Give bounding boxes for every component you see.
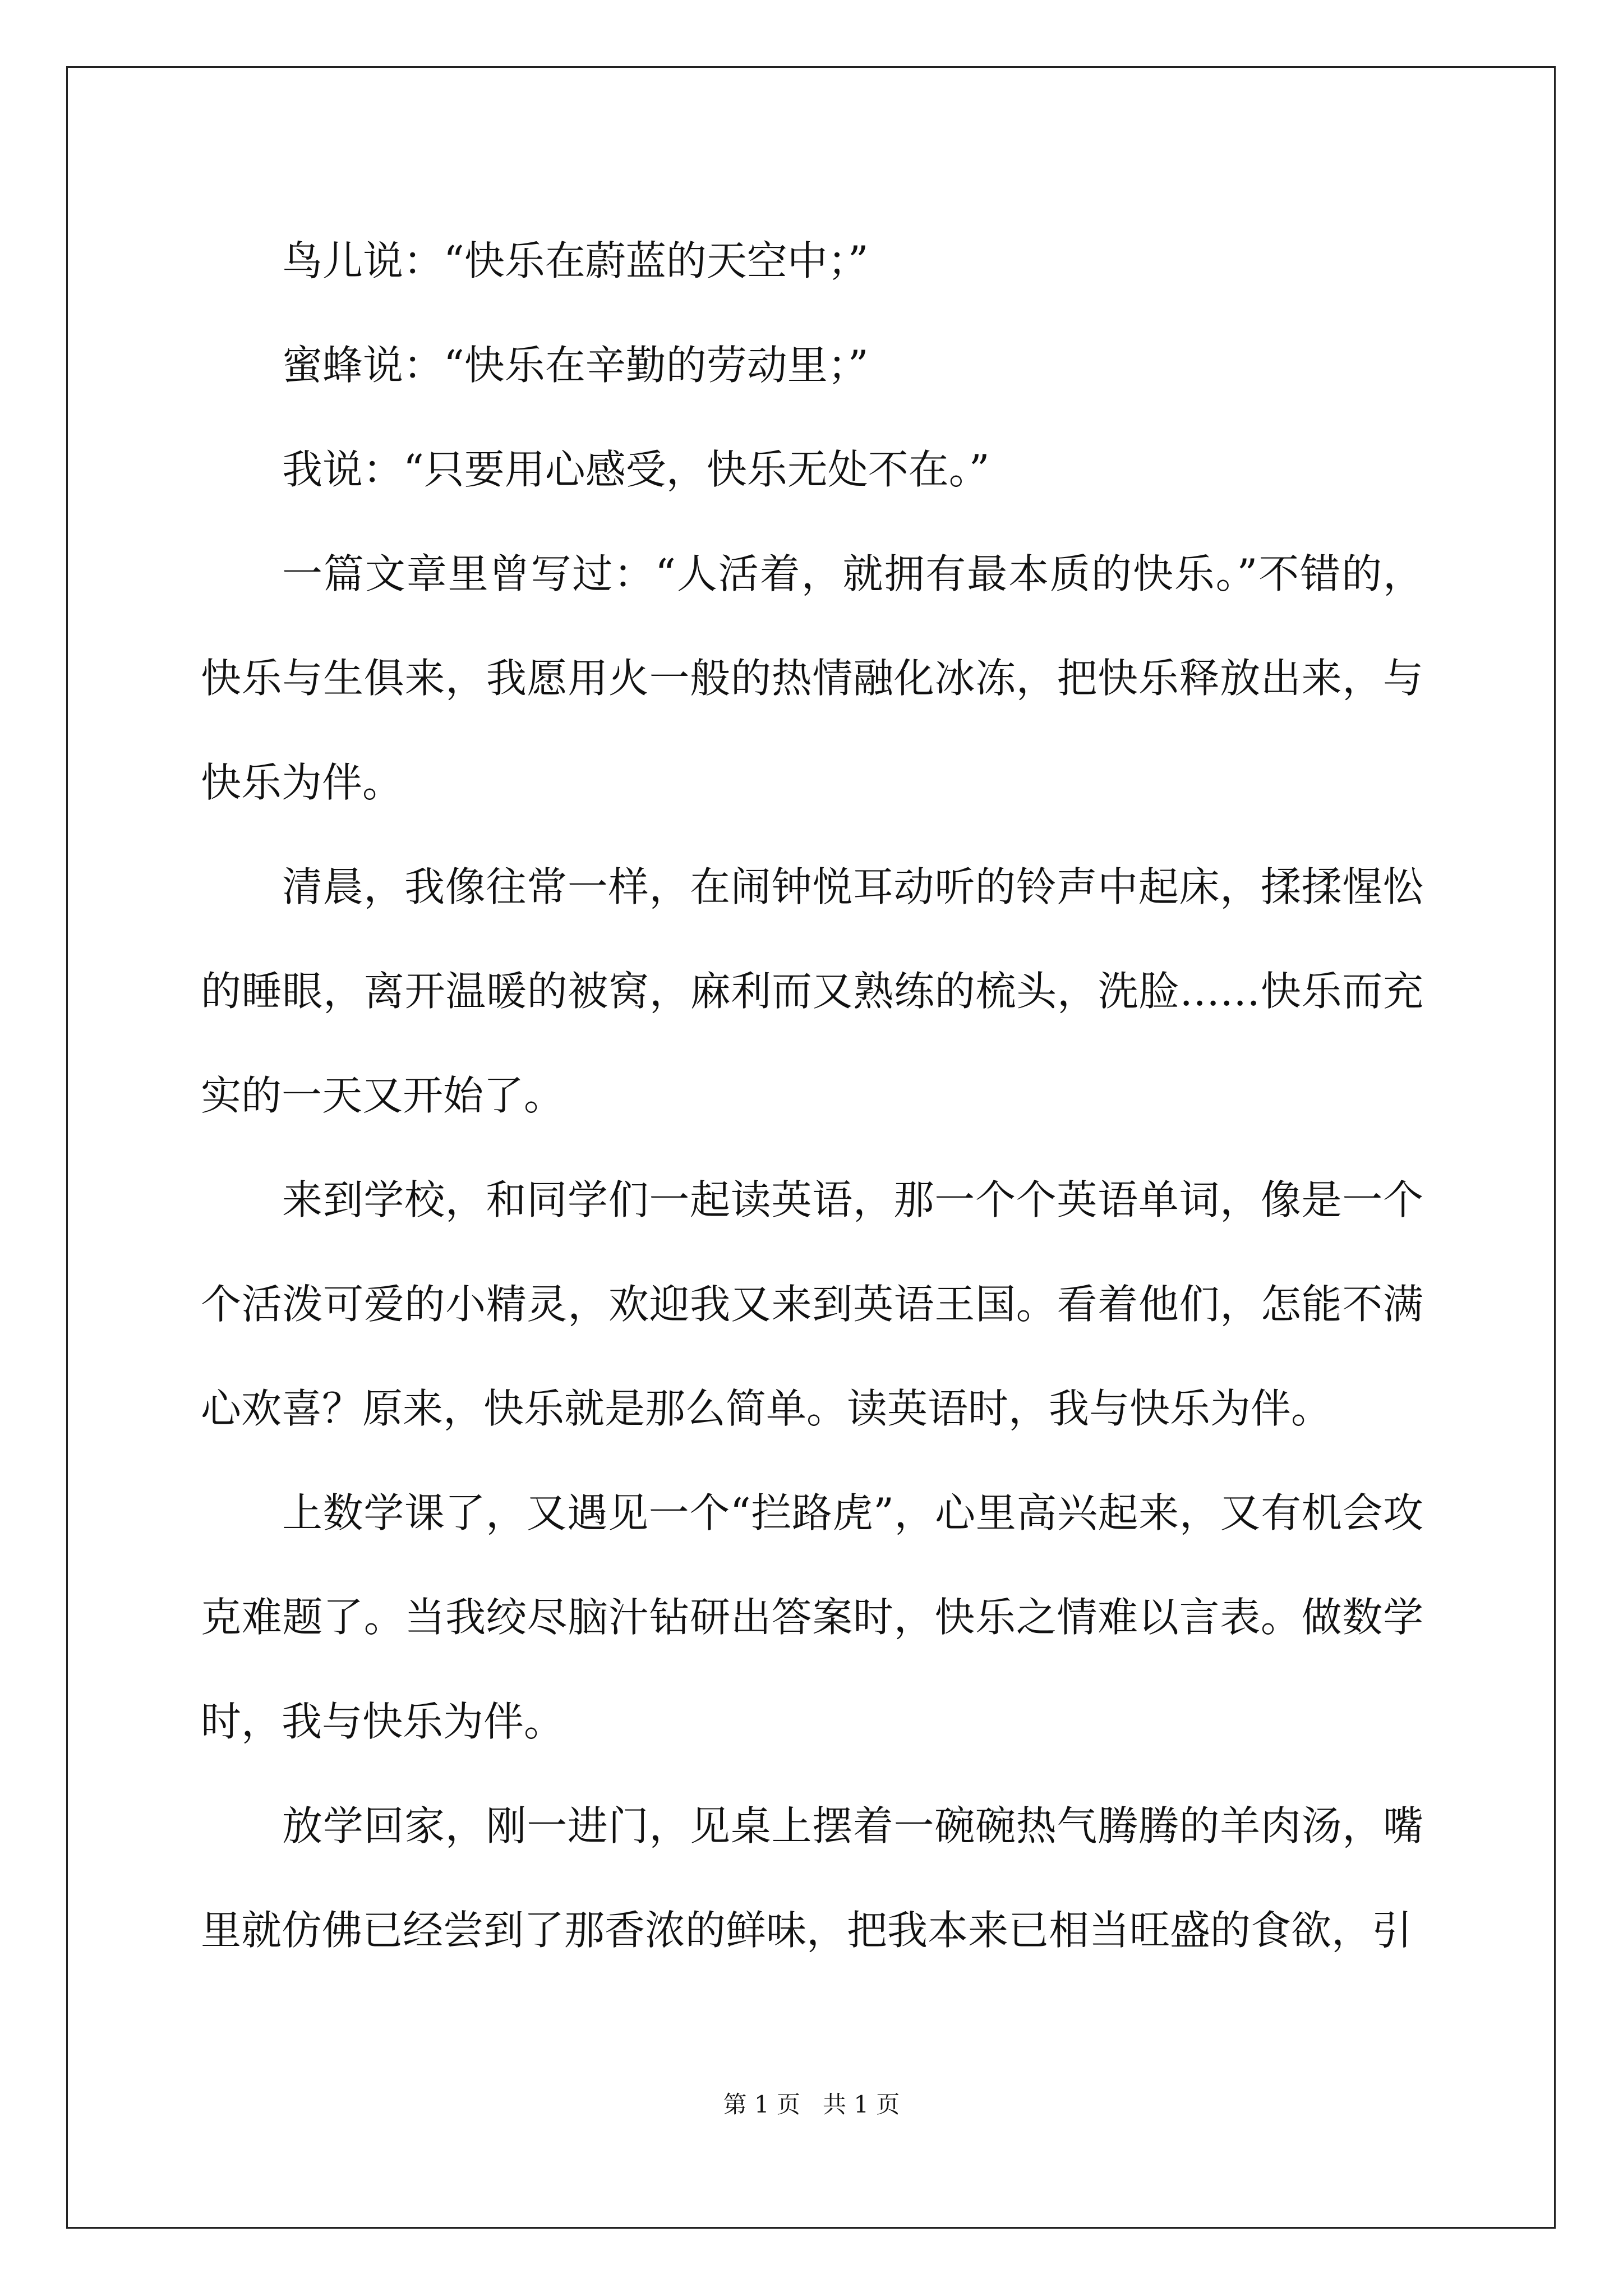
paragraph: 放学回家，刚一进门，见桌上摆着一碗碗热气腾腾的羊肉汤，嘴里就仿佛已经尝到了那香浓的鲜味，把我本来已相当旺盛的食欲，引 xyxy=(201,1802,1423,1954)
document-body xyxy=(201,209,1423,1982)
paragraph: 清晨，我像往常一样，在闹钟悦耳动听的铃声中起床，揉揉惺忪的睡眼，离开温暖的被窝，麻利而又熟练的梳头，洗脸……快乐而充实的一天又开始了。 xyxy=(201,863,1423,1119)
paragraph: 一篇文章里曾写过：“人活着，就拥有最本质的快乐。”不错的，快乐与生俱来，我愿用火一般的热情融化冰冻，把快乐释放出来，与快乐为伴。 xyxy=(201,550,1423,806)
page-number: 第 1 页 xyxy=(723,2091,800,2118)
paragraph: 上数学课了，又遇见一个“拦路虎”，心里高兴起来，又有机会攻克难题了。当我绞尽脑汁钻研出答案时，快乐之情难以言表。做数学时，我与快乐为伴。 xyxy=(201,1489,1423,1745)
page-footer xyxy=(0,2088,1623,2122)
paragraph: 鸟儿说：“快乐在蔚蓝的天空中；” xyxy=(282,237,869,284)
paragraph: 来到学校，和同学们一起读英语，那一个个英语单词，像是一个个活泼可爱的小精灵，欢迎我又来到英语王国。看着他们，怎能不满心欢喜？原来，快乐就是那么简单。读英语时，我与快乐为伴。 xyxy=(201,1176,1423,1432)
paragraph: 我说：“只要用心感受，快乐无处不在。” xyxy=(282,446,990,493)
paragraph: 蜜蜂说：“快乐在辛勤的劳动里；” xyxy=(282,342,869,389)
page-total: 共 1 页 xyxy=(823,2091,900,2118)
